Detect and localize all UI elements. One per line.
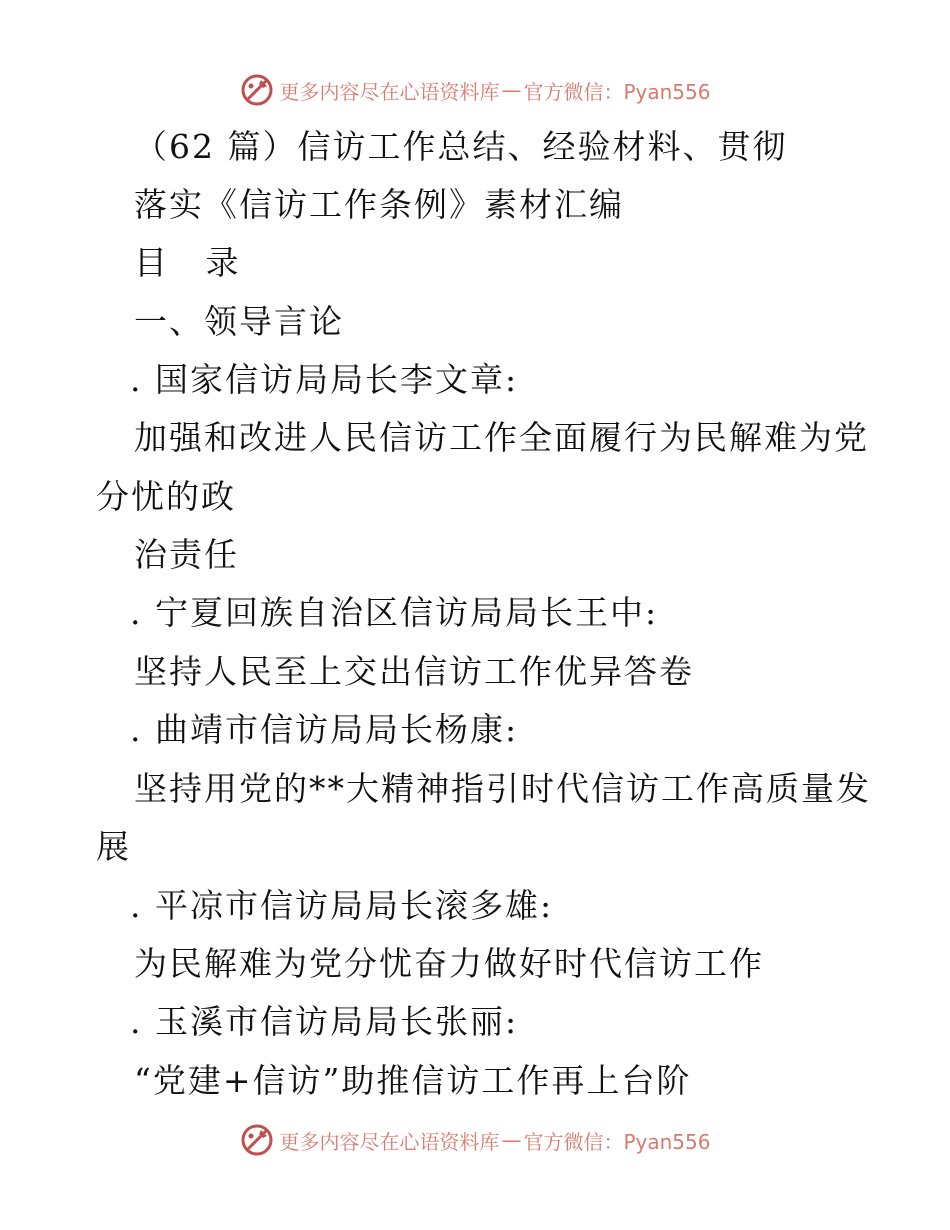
watermark-separator: — [501, 1128, 522, 1152]
toc-heading: 目 录 [134, 243, 253, 282]
footer-watermark [0, 1120, 950, 1160]
watermark-suffix: 官方微信：Pyan556 [523, 79, 711, 104]
toc-item-title: 坚持用党的**大精神指引时代信访工作高质量发 [134, 769, 871, 808]
toc-item-author: . 曲靖市信访局局长杨康: [130, 710, 519, 749]
toc-item-title-continued: 治责任 [134, 535, 239, 574]
document-title-line-1: （62 篇）信访工作总结、经验材料、贯彻 [134, 127, 788, 166]
toc-item-title-continued: 分忧的政 [96, 477, 236, 516]
toc-item-title: 坚持人民至上交出信访工作优异答卷 [134, 652, 694, 691]
document-title-line-2: 落实《信访工作条例》素材汇编 [134, 185, 624, 224]
watermark-text: 更多内容尽在心语资料库 [279, 79, 500, 104]
brand-logo-icon [239, 1122, 275, 1158]
toc-item-author: . 平凉市信访局局长滚多雄: [130, 886, 554, 925]
watermark-suffix: 官方微信：Pyan556 [523, 1129, 711, 1154]
toc-item-author: . 玉溪市信访局局长张丽: [130, 1002, 519, 1041]
toc-item-title: “党建+信访”助推信访工作再上台阶 [134, 1061, 692, 1100]
brand-logo-icon [239, 72, 275, 108]
section-heading: 一、领导言论 [134, 302, 344, 341]
watermark-text: 更多内容尽在心语资料库 [279, 1129, 500, 1154]
toc-item-title: 为民解难为党分忧奋力做好时代信访工作 [134, 944, 764, 983]
toc-item-author: . 国家信访局局长李文章: [130, 360, 519, 399]
header-watermark [0, 70, 950, 110]
toc-item-author: . 宁夏回族自治区信访局局长王中: [130, 593, 659, 632]
toc-item-title: 加强和改进人民信访工作全面履行为民解难为党 [134, 418, 869, 457]
watermark-separator: — [501, 78, 522, 102]
toc-item-title-continued: 展 [96, 827, 131, 866]
